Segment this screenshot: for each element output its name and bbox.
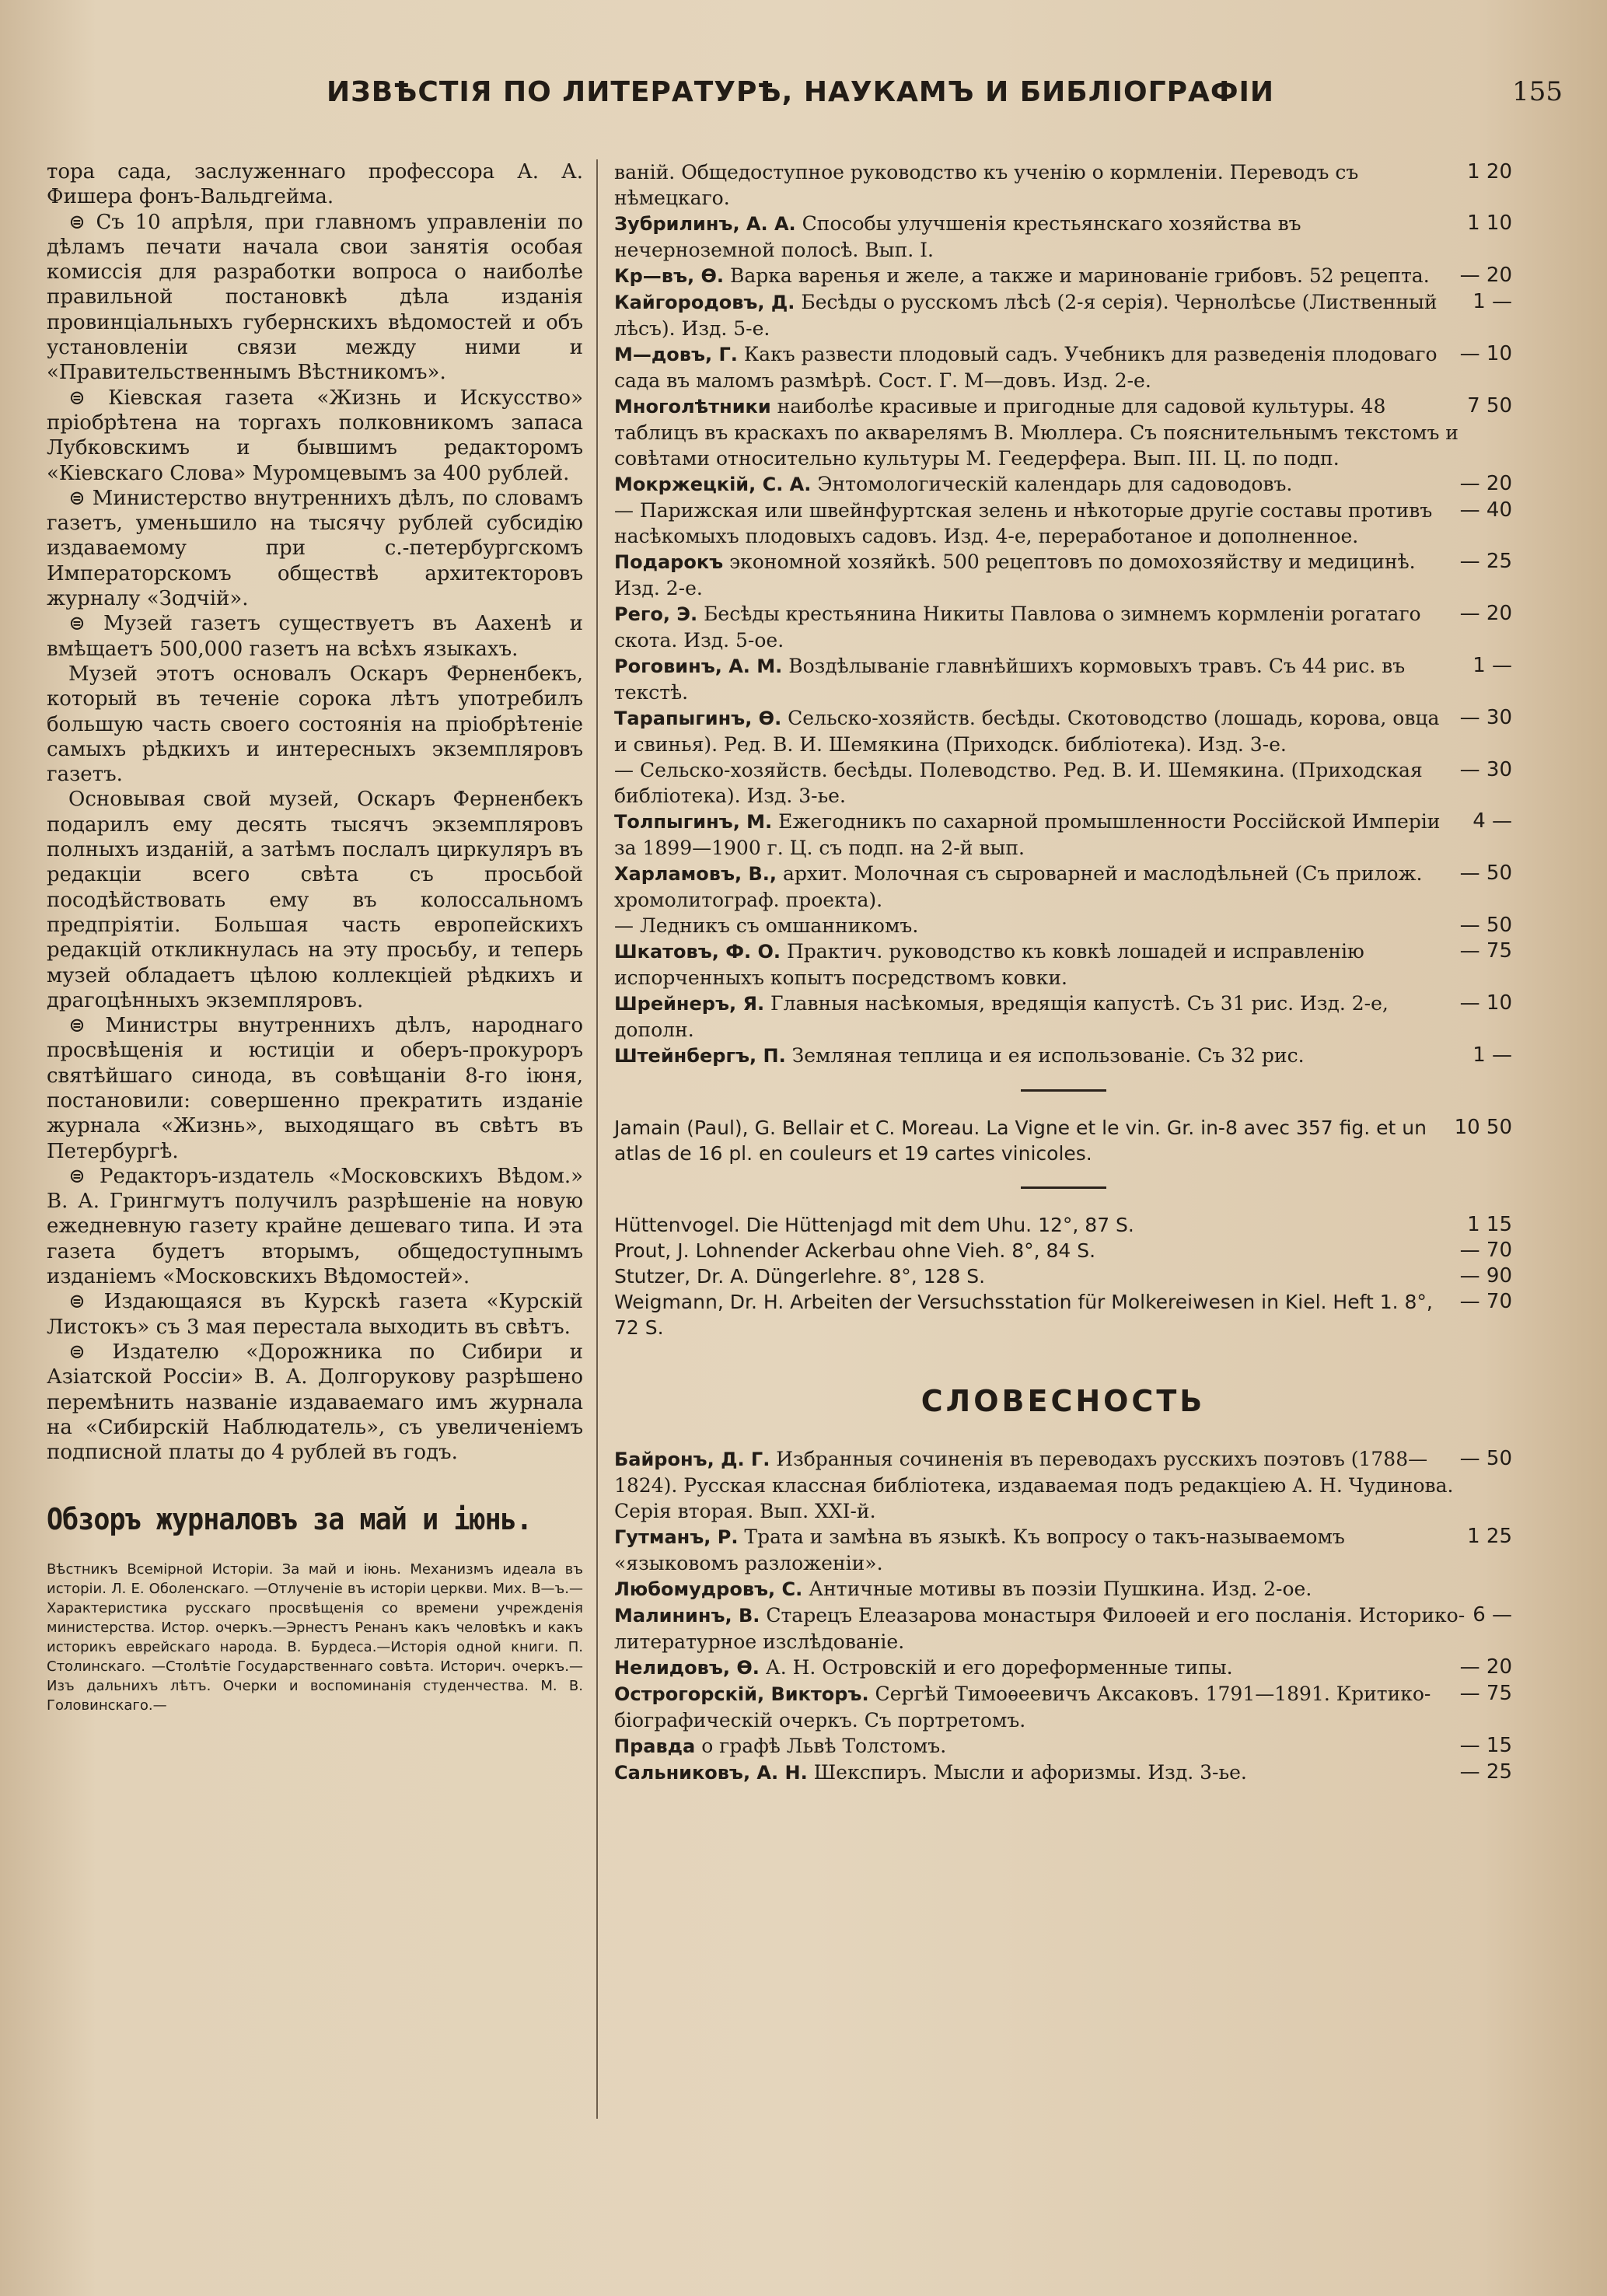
book-title: архит. Молочная съ сыроварней и маслодѣльней (Съ прилож. хромолитограф. проекта). [614,862,1423,911]
book-author: Кайгородовъ, Д. [614,292,795,313]
book-title: — Ледникъ съ омшанникомъ. [614,914,919,937]
book-entry [614,1115,1512,1166]
book-entry [614,1263,1512,1289]
book-author: Мокржецкій, С. А. [614,474,812,495]
book-title: Способы улучшенія крестьянскаго хозяйства въ нечерноземной полосѣ. Вып. I. [614,212,1301,261]
book-title: Главныя насѣкомыя, вредящія капустѣ. Съ 31 рис. Изд. 2-е, дополн. [614,992,1389,1041]
book-title: Земляная теплица и ея использованіе. Съ 32 рис. [791,1044,1305,1067]
book-entry [614,705,1512,757]
book-price: 1 — [1473,290,1512,313]
book-price: — 70 [1459,1239,1512,1262]
book-entry [614,159,1512,211]
book-price: — 50 [1459,914,1512,937]
book-price: 6 — [1473,1603,1512,1627]
book-entry [614,1043,1512,1069]
book-price: — 70 [1459,1290,1512,1313]
news-paragraph: Основывая свой музей, Оскаръ Ферненбекъ подарилъ ему десять тысячъ экземпляровъ полныхъ изданій, а затѣмъ послалъ циркуляръ въ редакціи всего свѣта съ просьбой посодѣйствовать ему въ колоссальномъ предпріятіи. Большая часть европейскихъ редакцій откликнулась на эту просьбу, и теперь музей обладаетъ цѣлою коллекціей рѣдкихъ и драгоцѣнныхъ экземпляровъ. [47,788,583,1012]
book-entry [614,938,1512,991]
news-paragraph: ⊜ Редакторъ-издатель «Московскихъ Вѣдом.» В. А. Грингмутъ получилъ разрѣшеніе на новую ежедневную газету крайне дешеваго типа. И эта газета будетъ вторымъ, общедоступнымъ изданіемъ «Московскихъ Вѣдомостей». [47,1164,583,1289]
book-title: Сергѣй Тимоѳеевичъ Аксаковъ. 1791—1891. Критико-біографическій очеркъ. Съ портретомъ. [614,1683,1431,1732]
book-price: — 40 [1459,498,1512,522]
book-entry [614,393,1512,471]
book-entry [614,1602,1512,1655]
book-entry [614,601,1512,653]
book-entry [614,498,1512,549]
book-title: А. Н. Островскій и его дореформенные типы. [765,1656,1233,1679]
book-price: — 50 [1459,1447,1512,1470]
news-paragraph: тора сада, заслуженнаго профессора А. А. Фишера фонъ-Вальдгейма. [47,160,583,209]
book-author: Рего, Э. [614,603,698,625]
book-title: Сельско-хозяйств. бесѣды. Скотоводство (лошадь, корова, овца и свинья). Ред. В. И. Шемякина (Приходск. библіотека). Изд. 3-е. [614,707,1440,756]
book-price: 1 10 [1467,211,1512,235]
book-title: Шекспиръ. Мысли и афоризмы. Изд. 3-ье. [813,1761,1247,1784]
book-title: о графѣ Львѣ Толстомъ. [701,1735,947,1757]
book-title: Энтомологическій календарь для садоводовъ. [817,473,1293,495]
news-paragraph: ⊜ Съ 10 апрѣля, при главномъ управленіи по дѣламъ печати начала свои занятія особая комиссія для разработки вопроса о наиболѣе правильной постановкѣ дѣла изданія провинціальныхъ губернскихъ вѣдомостей и объ установленіи связи между ними и «Правительственнымъ Вѣстникомъ». [47,210,583,385]
book-entry [614,1524,1512,1576]
news-paragraph: ⊜ Министерство внутреннихъ дѣлъ, по словамъ газетъ, уменьшило на тысячу рублей субсидію издаваемому при с.-петербургскомъ Императорскомъ обществѣ архитекторовъ журналу «Зодчій». [47,486,583,611]
book-price: — 20 [1459,1655,1512,1679]
news-paragraph: ⊜ Музей газетъ существуетъ въ Аахенѣ и вмѣщаетъ 500,000 газетъ на всѣхъ языкахъ. [47,612,583,661]
book-entry [614,1238,1512,1263]
book-author: Штейнбергъ, П. [614,1045,786,1067]
book-entry [614,757,1512,809]
running-title: ИЗВѢСТІЯ ПО ЛИТЕРАТУРѢ, НАУКАМЪ И БИБЛІОГРАФІИ [327,76,1275,108]
book-author: Правда [614,1735,696,1757]
book-price: — 10 [1459,342,1512,365]
news-paragraph: ⊜ Издателю «Дорожника по Сибири и Азіатской Россіи» В. А. Долгорукову разрѣшено перемѣнить названіе издаваемаго имъ журнала на «Сибирскій Наблюдатель», съ увеличеніемъ подписной платы до 4 рублей въ годъ. [47,1340,583,1465]
book-author: Малининъ, В. [614,1605,760,1627]
book-entry [614,1655,1512,1681]
book-author: Нелидовъ, Ѳ. [614,1657,760,1679]
book-entry [614,289,1512,341]
book-author: Гутманъ, Р. [614,1526,739,1548]
book-entry [614,653,1512,705]
book-title: Бесѣды о русскомъ лѣсѣ (2-я серія). Чернолѣсье (Лиственный лѣсъ). Изд. 5-е. [614,291,1438,340]
book-author: Шкатовъ, Ф. О. [614,941,781,963]
news-paragraph: ⊜ Издающаяся въ Курскѣ газета «Курскій Листокъ» съ 3 мая перестала выходить въ свѣтъ. [47,1290,583,1339]
book-entry [614,1289,1512,1340]
book-price: 1 20 [1467,160,1512,183]
separator-rule [1021,1089,1106,1092]
book-price: — 90 [1459,1264,1512,1288]
book-entry [614,263,1512,289]
book-title: Избранныя сочиненія въ переводахъ русскихъ поэтовъ (1788—1824). Русская классная библіотека, издаваемая подъ редакціею А. Н. Чудинова. Серія вторая. Вып. XXI-й. [614,1448,1454,1522]
book-price: 7 50 [1467,394,1512,418]
book-price: — 30 [1459,706,1512,729]
book-entry [614,991,1512,1043]
book-price: — 50 [1459,861,1512,885]
book-author: Шрейнеръ, Я. [614,993,765,1015]
book-price: — 10 [1459,991,1512,1015]
book-author: Сальниковъ, А. Н. [614,1762,808,1784]
book-author: Кр—въ, Ѳ. [614,265,725,287]
literature-book-list [614,1446,1512,1786]
book-title: — Сельско-хозяйств. бесѣды. Полеводство. Ред. В. И. Шемякина. (Приходская библіотека). Изд. 3-ье. [614,759,1423,807]
book-price: — 20 [1459,602,1512,625]
book-author: М—довъ, Г. [614,344,738,365]
review-heading: Обзоръ журналовъ за май и іюнь. [47,1502,532,1537]
french-book-list [614,1115,1512,1166]
book-price: 1 — [1473,654,1512,677]
agri-book-list [614,159,1512,1069]
book-title: Варка варенья и желе, а также и маринованіе грибовъ. 52 рецепта. [729,264,1430,287]
book-price: 1 25 [1467,1525,1512,1548]
book-author: Острогорскій, Викторъ. [614,1683,869,1705]
book-title: Какъ развести плодовый садъ. Учебникъ для разведенія плодоваго сада въ маломъ размѣрѣ. Сост. Г. М—довъ. Изд. 2-е. [614,343,1438,392]
book-entry [614,913,1512,938]
book-author: Любомудровъ, С. [614,1578,803,1600]
book-price: — 75 [1459,939,1512,963]
book-title: Stutzer, Dr. A. Düngerlehre. 8°, 128 S. [614,1265,986,1288]
book-entry [614,211,1512,263]
news-items [47,159,583,1465]
german-book-list [614,1212,1512,1340]
book-author: Тарапыгинъ, Ѳ. [614,708,782,729]
book-price: 1 — [1473,1043,1512,1067]
right-column [614,159,1512,1786]
book-title: Старецъ Елеазарова монастыря Филоѳей и его посланія. Историко-литературное изслѣдованіе. [614,1604,1466,1653]
book-price: — 75 [1459,1682,1512,1705]
book-price: 1 15 [1467,1213,1512,1236]
book-price: — 25 [1459,550,1512,573]
book-price: — 15 [1459,1734,1512,1757]
book-entry [614,1446,1512,1524]
book-author: Харламовъ, В., [614,863,777,885]
book-author: Многолѣтники [614,396,771,418]
book-entry [614,809,1512,861]
book-title: ваній. Общедоступное руководство къ ученію о кормленіи. Переводъ съ нѣмецкаго. [614,161,1359,209]
book-entry [614,1576,1512,1602]
book-price: 4 — [1473,809,1512,833]
book-price: — 25 [1459,1760,1512,1784]
book-entry [614,1212,1512,1238]
book-price: 10 50 [1454,1116,1512,1139]
book-title: экономной хозяйкѣ. 500 рецептовъ по домохозяйству и медицинѣ. Изд. 2-е. [614,550,1416,599]
book-author: Подарокъ [614,551,724,573]
book-entry [614,471,1512,498]
book-entry [614,1733,1512,1760]
column-divider [596,159,598,2119]
book-title: Трата и замѣна въ языкѣ. Къ вопросу о такъ-называемомъ «языковомъ разложеніи». [614,1525,1345,1574]
book-title: — Парижская или швейнфуртская зелень и нѣкоторые другіе составы противъ насѣкомыхъ плодовыхъ садовъ. Изд. 4-е, переработаное и дополненное. [614,499,1433,547]
news-paragraph: ⊜ Кіевская газета «Жизнь и Искусство» пріобрѣтена на торгахъ полковникомъ запаса Лубковскимъ и бывшимъ редакторомъ «Кіевскаго Слова» Муромцевымъ за 400 рублей. [47,386,583,485]
book-entry [614,1760,1512,1786]
left-column [47,159,583,1715]
book-title: Бесѣды крестьянина Никиты Павлова о зимнемъ кормленіи рогатаго скота. Изд. 5-ое. [614,603,1421,652]
book-author: Байронъ, Д. Г. [614,1449,770,1470]
book-price: — 20 [1459,264,1512,287]
book-title: наиболѣе красивые и пригодные для садовой культуры. 48 таблицъ въ краскахъ по акварелямъ В. Мюллера. Съ пояснительнымъ текстомъ и совѣтами относительно культуры М. Геедерфера. Вып. III. Ц. по подп. [614,395,1459,470]
book-title: Weigmann, Dr. H. Arbeiten der Versuchsstation für Molkereiwesen in Kiel. Heft 1. 8°, 72 S. [614,1291,1433,1339]
book-title: Воздѣлываніе главнѣйшихъ кормовыхъ травъ. Съ 44 рис. въ текстѣ. [614,655,1406,704]
book-author: Толпыгинъ, М. [614,811,773,833]
book-title: Prout, J. Lohnender Ackerbau ohne Vieh. 8°, 84 S. [614,1239,1096,1262]
book-title: Античные мотивы въ поэзіи Пушкина. Изд. 2-ое. [809,1578,1312,1600]
news-paragraph: Музей этотъ основалъ Оскаръ Ферненбекъ, который въ теченіе сорока лѣтъ употребилъ большую часть своего состоянія на пріобрѣтеніе самыхъ рѣдкихъ и интересныхъ экземпляровъ газетъ. [47,662,583,787]
book-title: Ежегодникъ по сахарной промышленности Россійской Имперіи за 1899—1900 г. Ц. съ подп. на 2-й вып. [614,810,1441,859]
book-entry [614,861,1512,913]
book-title: Практич. руководство къ ковкѣ лошадей и исправленію испорченныхъ копытъ посредствомъ ковки. [614,940,1364,989]
book-price: — 20 [1459,472,1512,495]
separator-rule [1021,1186,1106,1189]
book-entry [614,1681,1512,1733]
book-title: Hüttenvogel. Die Hüttenjagd mit dem Uhu. 12°, 87 S. [614,1214,1134,1236]
book-price: — 30 [1459,758,1512,781]
book-author: Роговинъ, А. М. [614,655,783,677]
page-header [31,76,1578,117]
page-number: 155 [1512,76,1563,107]
news-paragraph: ⊜ Министры внутреннихъ дѣлъ, народнаго просвѣщенія и юстиціи и оберъ-прокуроръ святѣйшаго синода, въ совѣщаніи 8-го іюня, постановили: совершенно прекратить изданіе журнала «Жизнь», выходящаго въ свѣтъ въ Петербургѣ. [47,1014,583,1163]
book-entry [614,341,1512,393]
review-text: Вѣстникъ Всемірной Исторіи. За май и іюнь. Механизмъ идеала въ исторіи. Л. Е. Оболенскаго. —Отлученіе въ исторіи церкви. Мих. В—ъ.—Характеристика русскаго просвѣщенія со времени учрежденія министерства. Истор. очеркъ.—Эрнестъ Ренанъ какъ человѣкъ и какъ историкъ еврейскаго народа. В. Бурдеса.—Исторія одной книги. П. Столинскаго. —Столѣтіе Государственнаго совѣта. Историч. очеркъ.—Изъ дальнихъ лѣтъ. Очерки и воспоминанія студенчества. М. В. Головинскаго.— [47,1561,583,1714]
book-entry [614,549,1512,601]
section-heading: СЛОВЕСНОСТЬ [921,1384,1206,1418]
book-author: Зубрилинъ, А. А. [614,213,796,235]
book-title: Jamain (Paul), G. Bellair et C. Moreau. La Vigne et le vin. Gr. in-8 avec 357 fig. et un atlas de 16 pl. en couleurs et 19 cartes vinicoles. [614,1117,1427,1165]
